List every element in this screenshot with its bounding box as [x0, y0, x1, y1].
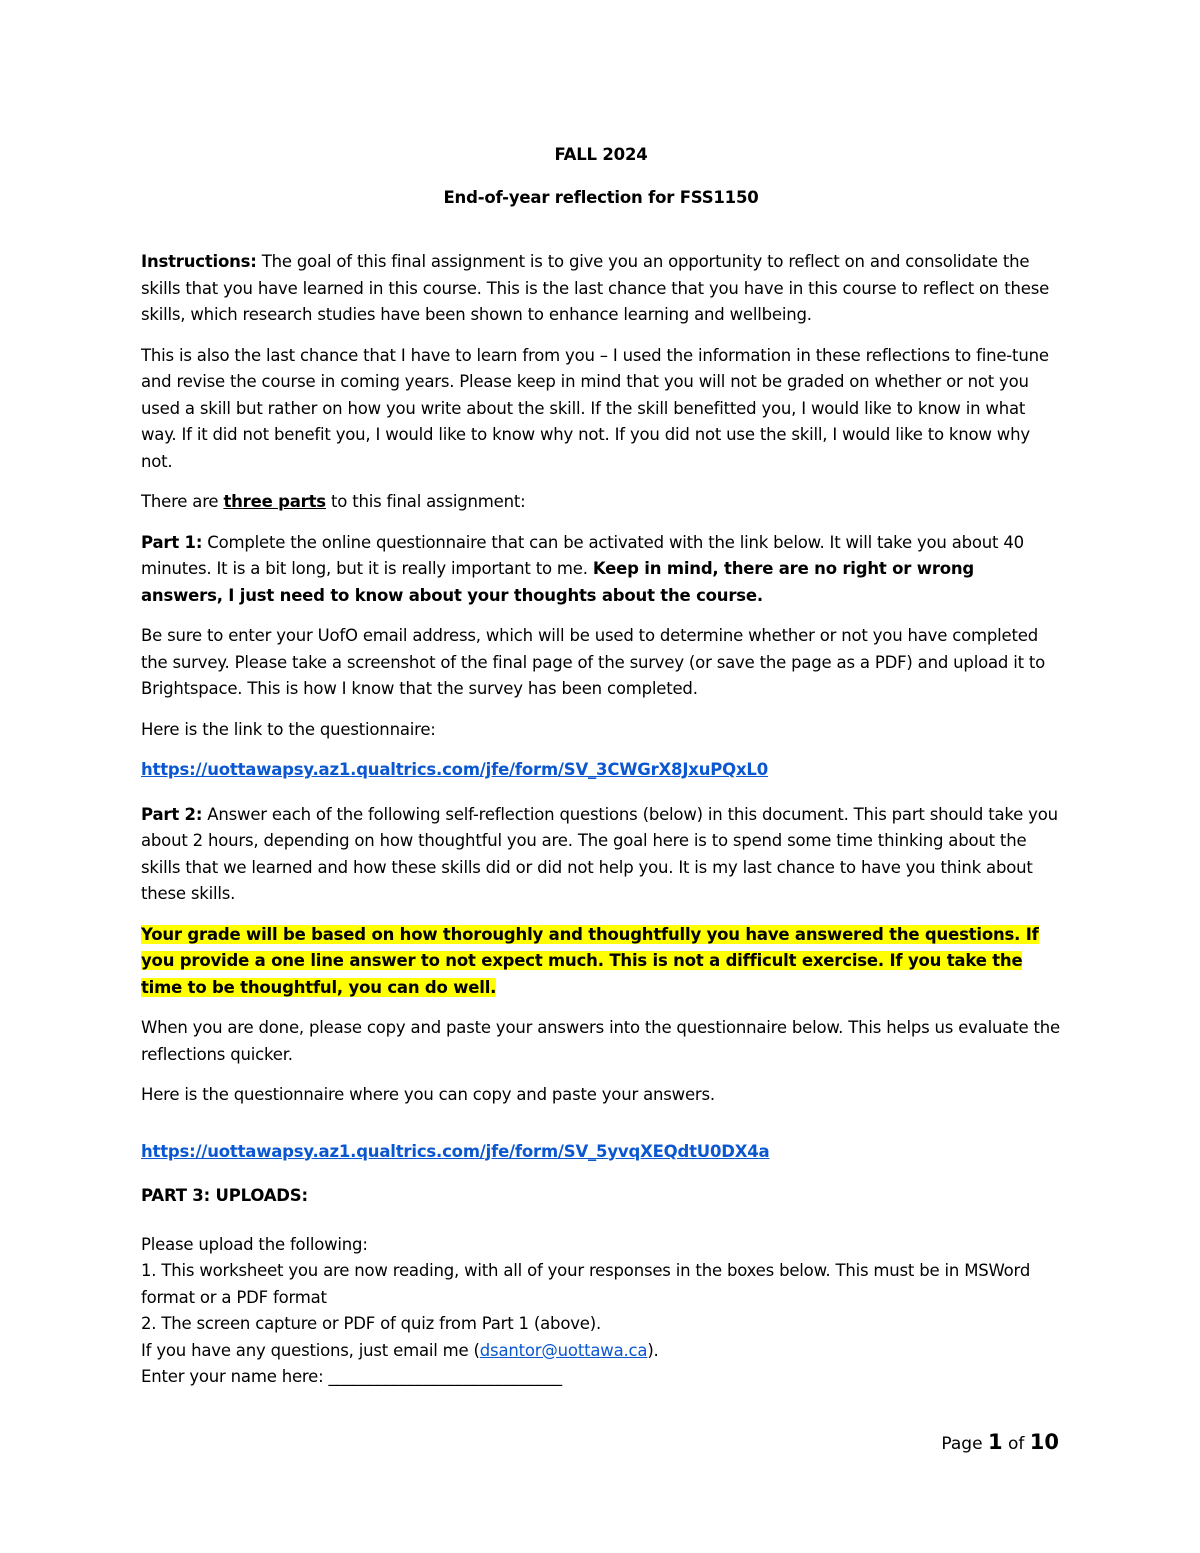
email-link[interactable]: dsantor@uottawa.ca	[479, 1340, 648, 1360]
document-body	[141, 142, 1061, 1391]
parts-intro-after: to this final assignment:	[325, 492, 526, 511]
grade-highlight-paragraph	[141, 922, 1061, 1002]
document-title: End-of-year reflection for FSS1150	[443, 187, 759, 207]
answers-questionnaire-link[interactable]: https://uottawapsy.az1.qualtrics.com/jfe/form/SV_5yvqXEQdtU0DX4a	[141, 1141, 770, 1161]
part1-paragraph	[141, 530, 1061, 610]
link2-paragraph	[141, 1139, 1061, 1166]
grade-highlight: Your grade will be based on how thoroughly and thoughtfully you have answered the questions. If you provide a one line answer to not expect much. This is not a difficult exercise. If you take the time to be thoughtful, you can do well.	[141, 924, 1039, 997]
part1-emphasis: Keep in mind, there are no right or wrong answers, I just need to know about your thoughts about the course.	[141, 559, 975, 605]
email-paragraph: Be sure to enter your UofO email address, which will be used to determine whether or not you have completed the survey. Please take a screenshot of the final page of the survey (or save the page as a PDF) and upload it to Brightspace. This is how I know that the survey has been completed.	[141, 626, 1046, 698]
parts-intro-emphasis: three parts	[223, 492, 326, 511]
questions-line	[141, 1338, 1061, 1365]
part2-label: Part 2:	[141, 804, 203, 824]
current-page-number: 1	[987, 1430, 1003, 1454]
page-number-footer	[941, 1430, 1059, 1454]
term-heading: FALL 2024	[554, 145, 648, 164]
name-prompt: Enter your name here: _____________________________	[141, 1367, 562, 1386]
link2-intro: Here is the questionnaire where you can copy and paste your answers.	[141, 1085, 715, 1104]
instructions-text: The goal of this final assignment is to give you an opportunity to reflect on and consolidate the skills that you have learned in this course. This is the last chance that you have in this course to reflect on these skills, which research studies have been shown to enhance learning and wellbeing.	[141, 252, 1050, 324]
part3-intro: Please upload the following:	[141, 1234, 368, 1254]
parts-intro-paragraph	[141, 489, 1061, 516]
total-page-number: 10	[1029, 1430, 1059, 1454]
copy-paragraph: When you are done, please copy and paste your answers into the questionnaire below. This helps us evaluate the reflections quicker.	[141, 1018, 1060, 1064]
part3-item-1: 1. This worksheet you are now reading, with all of your responses in the boxes below. This must be in MSWord format or a PDF format	[141, 1261, 1031, 1307]
link1-intro: Here is the link to the questionnaire:	[141, 719, 436, 739]
page-word: Page	[941, 1434, 988, 1454]
of-word: of	[1002, 1434, 1030, 1454]
part1-text: Complete the online questionnaire that can be activated with the link below. It will take you about 40 minutes. It is a bit long, but it is really important to me.	[141, 532, 1024, 578]
part2-paragraph	[141, 802, 1061, 908]
questions-before: If you have any questions, just email me (	[141, 1340, 480, 1360]
parts-intro-before: There are	[141, 492, 224, 511]
part1-label: Part 1:	[141, 532, 203, 552]
part3-item-2: 2. The screen capture or PDF of quiz from Part 1 (above).	[141, 1314, 602, 1333]
questions-after: ).	[647, 1340, 659, 1360]
instructions-label: Instructions:	[141, 252, 257, 271]
link1-paragraph	[141, 757, 1061, 784]
instructions-paragraph	[141, 249, 1061, 329]
learning-paragraph: This is also the last chance that I have to learn from you – I used the information in these reflections to fine-tune and revise the course in coming years. Please keep in mind that you will not be graded on whether or not you used a skill but rather on how you write about the skill. If the skill benefitted you, I would like to know in what way. If it did not benefit you, I would like to know why not. If you did not use the skill, I would like to know why not.	[141, 345, 1049, 471]
questionnaire-link[interactable]: https://uottawapsy.az1.qualtrics.com/jfe/form/SV_3CWGrX8JxuPQxL0	[141, 760, 769, 779]
part3-heading: PART 3: UPLOADS:	[141, 1186, 308, 1205]
part2-text: Answer each of the following self-reflection questions (below) in this document. This part should take you about 2 hours, depending on how thoughtful you are. The goal here is to spend some time thinking about the skills that we learned and how these skills did or did not help you. It is my last chance to have you think about these skills.	[141, 804, 1058, 903]
